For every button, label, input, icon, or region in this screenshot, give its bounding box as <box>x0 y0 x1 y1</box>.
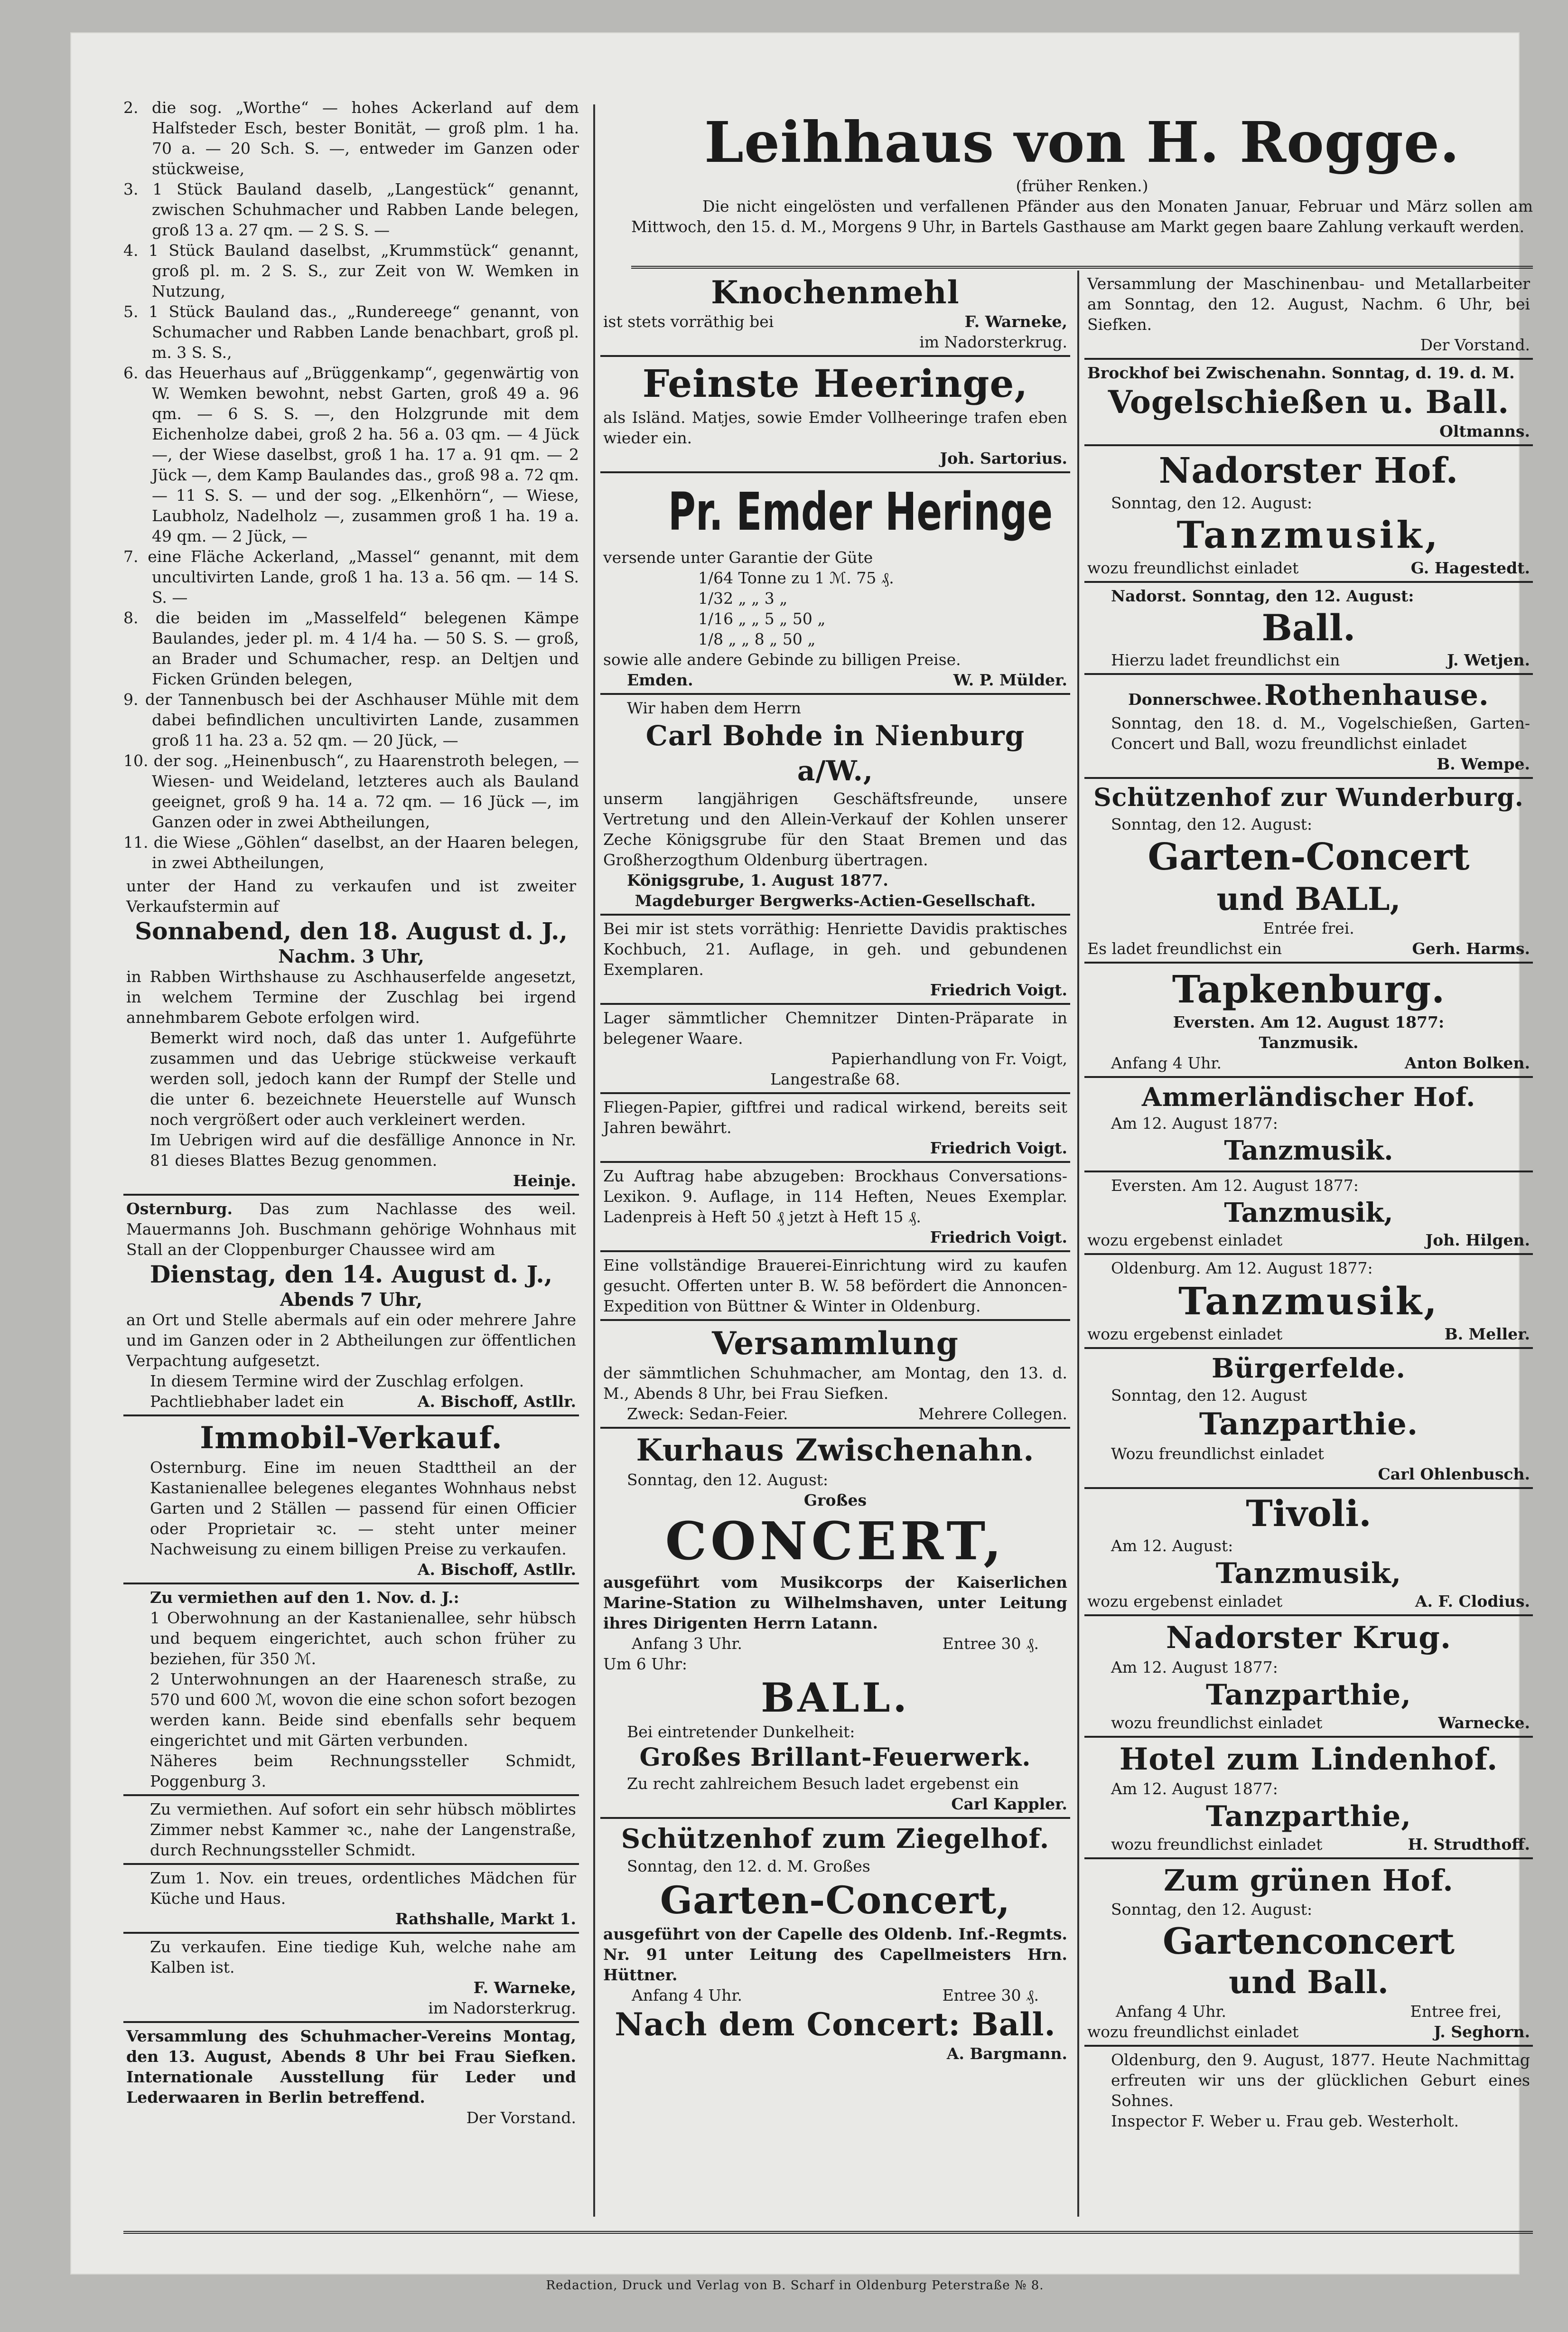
oldenburg-signature: B. Meller. <box>1444 1325 1530 1343</box>
maid-signature: Rathshalle, Markt 1. <box>395 1910 576 1928</box>
eversten-invite: wozu ergebenst einladet <box>1087 1231 1283 1249</box>
wunderburg-invite: Es ladet freundlichst ein <box>1087 939 1282 958</box>
emder-title: Pr. Emder Heringe <box>668 481 1053 542</box>
bottom-rule <box>123 2231 1533 2234</box>
rent-heading: Zu vermiethen auf den 1. Nov. d. J.: <box>150 1588 459 1607</box>
nadorster-hof-signature: G. Hagestedt. <box>1410 559 1530 577</box>
wunderburg-title: Schützenhof zur Wunderburg. <box>1093 783 1524 812</box>
tapkenburg-tanz: Tanzmusik. <box>1259 1033 1359 1052</box>
kurhaus-um: Um 6 Uhr: <box>603 1655 688 1673</box>
kurhaus-ball: BALL. <box>761 1674 910 1721</box>
nadorster-hof-date: Sonntag, den 12. August: <box>1111 494 1313 512</box>
kurhaus-title: Kurhaus Zwischenahn. <box>636 1433 1035 1468</box>
gruener-hof-signature: J. Seghorn. <box>1434 2023 1530 2041</box>
rent-item-1: 1 Oberwohnung an der Kastanienallee, sehr hübsch und bequem eingerichtet, auch schon früher zu beziehen, für 350 ℳ. <box>150 1609 576 1668</box>
column-rule-left <box>593 104 595 2217</box>
ammerland-date: Am 12. August 1877: <box>1111 1114 1278 1133</box>
land-item-3: 3. 1 Stück Bauland daselb, „Langestück“ genannt, zwischen Schuhmacher und Rabben Lande belegen, groß 13 a. 27 qm. — 2 S. S. — <box>123 180 579 239</box>
kurhaus-invite: Zu recht zahlreichem Besuch ladet ergebenst ein <box>627 1774 1019 1793</box>
verein-text: Versammlung des Schuhmacher-Vereins Montag, den 13. August, Abends 8 Uhr bei Frau Siefken. Internationale Ausstellung für Leder und Lederwaaren in Berlin betreffend. <box>126 2027 576 2107</box>
leihhaus-text: Die nicht eingelösten und verfallenen Pfänder aus den Monaten Januar, Februar und März sollen am Mittwoch, den 15. d. M., Morgens 9 Uhr, in Bartels Gasthause am Markt gegen baare Zahlung verkauft werden. <box>631 197 1533 236</box>
knochenmehl-signature-name: F. Warneke, <box>964 312 1067 331</box>
osternburg-sig-text: Pachtliebhaber ladet ein <box>150 1392 344 1411</box>
lindenhof-invite: wozu freundlichst einladet <box>1111 1835 1323 1854</box>
cow-signature-place: im Nadorsterkrug. <box>428 1999 576 2017</box>
land-item-9: 9. der Tannenbusch bei der Aschhauser Mühle mit dem dabei befindlichen uncultivirten Lande, zusammen groß 11 ha. 23 a. 52 qm. — 20 Jück, — <box>123 690 579 749</box>
nadorst-invite: Hierzu ladet freundlichst ein <box>1111 651 1340 669</box>
tivoli-signature: A. F. Clodius. <box>1415 1592 1530 1611</box>
nadorster-hof-title: Nadorster Hof. <box>1158 450 1459 491</box>
rothenhause-signature: B. Wempe. <box>1437 755 1530 773</box>
brockhof-title: Vogelschießen u. Ball. <box>1108 384 1510 421</box>
buergerfelde-invite: Wozu freundlichst einladet <box>1111 1444 1324 1463</box>
rent-item-3: Näheres beim Rechnungssteller Schmidt, Poggenburg 3. <box>150 1751 576 1790</box>
tivoli-invite: wozu ergebenst einladet <box>1087 1592 1283 1611</box>
versammlung-title: Versammlung <box>712 1325 959 1362</box>
auction-signature: Heinje. <box>513 1171 576 1190</box>
osternburg-time: Abends 7 Uhr, <box>280 1289 422 1310</box>
lindenhof-date: Am 12. August 1877: <box>1111 1779 1278 1798</box>
column-middle <box>600 271 1070 2067</box>
land-item-2: 2. die sog. „Worthe“ — hohes Ackerland auf dem Halfsteder Esch, bester Bonität, — groß plm. 1 ha. 70 a. — 20 Sch. S. —, entweder im Ganzen oder stückweise, <box>123 98 579 178</box>
land-item-6: 6. das Heuerhaus auf „Brüggenkamp“, gegenwärtig von W. Wemken bewohnt, nebst Garten, groß 49 a. 96 qm. — 6 S. S. —, den Holzgrunde mit dem Eichenholze dabei, groß 2 ha. 56 a. 03 qm. — 4 Jück —, der Wiese daselbst, groß 1 ha. 17 a. 91 qm. — 2 Jück —, dem Kamp Baulandes das., groß 98 a. 72 qm. — 11 S. S. — und der sog. „Elkenhörn“, — Wiese, Laubholz, Nadelholz —, zusammen groß 1 ha. 19 a. 49 qm. — 2 Jück, — <box>123 364 579 545</box>
gruener-hof-start: Anfang 4 Uhr. <box>1116 2002 1227 2021</box>
gruener-hof-ball: und Ball. <box>1229 1964 1389 2001</box>
wunderburg-ball: und BALL, <box>1216 880 1401 918</box>
osternburg-date: Dienstag, den 14. August d. J., <box>149 1260 553 1288</box>
versammlung-text: der sämmtlichen Schuhmacher, am Montag, den 13. d. M., Abends 8 Uhr, bei Frau Siefken. <box>603 1364 1067 1403</box>
eversten-signature: Joh. Hilgen. <box>1425 1231 1530 1249</box>
kochbuch-signature: Friedrich Voigt. <box>930 981 1067 999</box>
kurhaus-dunkel: Bei eintretender Dunkelheit: <box>627 1723 855 1741</box>
immobil-text: Osternburg. Eine im neuen Stadttheil an der Kastanienallee belegenes elegantes Wohnhaus nebst Garten und 2 Ställen — passend für einen Officier oder Proprietair ꝛc. — steht unter meiner Nachweisung zu einem billigen Preise zu verkaufen. <box>150 1458 576 1558</box>
tivoli-tanz: Tanzmusik, <box>1215 1557 1402 1590</box>
wunderburg-signature: Gerh. Harms. <box>1412 939 1530 958</box>
auction-note: Bemerkt wird noch, daß das unter 1. Aufgeführte zusammen und das Uebrige stückweise verkauft werden soll, jedoch kann der Rumpf der Stelle und die unter 6. bezeichnete Heuerstelle auf Wunsch noch vergrößert oder auch verkleinert werden. <box>150 1029 576 1129</box>
oldenburg-tanz: Tanzmusik, <box>1178 1279 1439 1323</box>
cow-text: Zu verkaufen. Eine tiedige Kuh, welche nahe am Kalben ist. <box>150 1938 576 1976</box>
brauerei-text: Eine vollständige Brauerei-Einrichtung wird zu kaufen gesucht. Offerten unter B. W. 58 befördert die Annoncen-Expedition von Büttner & Winter in Oldenburg. <box>603 1256 1067 1315</box>
rent2-text: Zu vermiethen. Auf sofort ein sehr hübsch möblirtes Zimmer nebst Kammer ꝛc., nahe der Langenstraße, durch Rechnungssteller Schmidt. <box>150 1800 576 1859</box>
gruener-hof-entree: Entree frei, <box>1410 2002 1502 2021</box>
column-right <box>1084 271 1533 2134</box>
kohlen-intro: Wir haben dem Herrn <box>627 699 802 717</box>
emder-price-1: 1/64 Tonne zu 1 ℳ. 75 ₰. <box>698 569 894 587</box>
eversten-date: Eversten. Am 12. August 1877: <box>1111 1176 1359 1195</box>
ammerland-tanz: Tanzmusik. <box>1224 1135 1393 1166</box>
heeringe-signature: Joh. Sartorius. <box>940 449 1067 468</box>
brockhof-signature: Oltmanns. <box>1439 422 1530 440</box>
kochbuch-text: Bei mir ist stets vorräthig: Henriette Davidis praktisches Kochbuch, 21. Auflage, in geh. und gebundenen Exemplaren. <box>603 919 1067 979</box>
header-rule <box>631 266 1533 269</box>
kurhaus-concert: CONCERT, <box>665 1510 1006 1572</box>
kohlen-signature: Magdeburger Bergwerks-Actien-Gesellschaft. <box>635 891 1036 910</box>
land-item-4: 4. 1 Stück Bauland daselbst, „Krummstück“ genannt, groß pl. m. 2 S. S., zur Zeit von W. Wemken in Nutzung, <box>123 241 579 300</box>
wunderburg-entree: Entrée frei. <box>1263 919 1354 937</box>
tinte-address: Langestraße 68. <box>770 1070 900 1088</box>
ziegelhof-text: ausgeführt von der Capelle des Oldenb. Inf.-Regmts. Nr. 91 unter Leitung des Capellmeisters Hrn. Hüttner. <box>603 1925 1067 1984</box>
nadorster-krug-tanz: Tanzparthie, <box>1205 1678 1412 1712</box>
kurhaus-feuerwerk: Großes Brillant-Feuerwerk. <box>639 1743 1031 1772</box>
versammlung-zweck: Zweck: Sedan-Feier. <box>627 1405 788 1423</box>
column-left <box>123 97 579 2131</box>
nadorster-krug-title: Nadorster Krug. <box>1166 1620 1452 1656</box>
heeringe-text: als Isländ. Matjes, sowie Emder Vollheeringe trafen eben wieder ein. <box>603 408 1067 447</box>
auction-intro: unter der Hand zu verkaufen und ist zweiter Verkaufstermin auf <box>126 877 576 916</box>
birth-text: Oldenburg, den 9. August, 1877. Heute Nachmittag erfreuten wir uns der glücklichen Geburt eines Sohnes. <box>1111 2051 1530 2110</box>
lexikon-text: Zu Auftrag habe abzugeben: Brockhaus Conversations-Lexikon. 9. Auflage, in 114 Heften, Neues Exemplar. Ladenpreis à Heft 50 ₰ jetzt à Heft 15 ₰. <box>603 1167 1067 1226</box>
tapkenburg-signature: Anton Bolken. <box>1404 1054 1530 1072</box>
leihhaus-subtitle: (früher Renken.) <box>1016 177 1148 195</box>
auction-time: Nachm. 3 Uhr, <box>278 946 424 967</box>
kohlen-date: Königsgrube, 1. August 1877. <box>627 871 888 890</box>
maschinenbau-text: Versammlung der Maschinenbau- und Metallarbeiter am Sonntag, den 12. August, Nachm. 6 Uhr, bei Siefken. <box>1087 274 1530 334</box>
tapkenburg-start: Anfang 4 Uhr. <box>1111 1054 1222 1072</box>
ziegelhof-start: Anfang 4 Uhr. <box>632 1986 743 2004</box>
buergerfelde-signature: Carl Ohlenbusch. <box>1378 1465 1530 1483</box>
kurhaus-signature: Carl Kappler. <box>951 1795 1067 1813</box>
gruener-hof-title: Zum grünen Hof. <box>1164 1863 1454 1898</box>
kurhaus-text: ausgeführt vom Musikcorps der Kaiserlichen Marine-Station zu Wilhelmshaven, unter Leitung ihres Dirigenten Herrn Latann. <box>603 1573 1067 1632</box>
column-rule-right <box>1077 271 1079 2217</box>
tinte-signature: Papierhandlung von Fr. Voigt, <box>831 1049 1067 1068</box>
kurhaus-entree: Entree 30 ₰. <box>942 1634 1039 1653</box>
kohlen-text: unserm langjährigen Geschäftsfreunde, unsere Vertretung und den Allein-Verkauf der Kohlen unserer Zeche Königsgrube für den Staat Bremen und das Großherzogthum Oldenburg übertragen. <box>603 789 1067 869</box>
nadorster-hof-tanz: Tanzmusik, <box>1176 514 1441 557</box>
rothenhause-place: Donnerschwee. <box>1128 690 1262 709</box>
lindenhof-title: Hotel zum Lindenhof. <box>1119 1742 1498 1777</box>
tapkenburg-date: Eversten. Am 12. August 1877: <box>1173 1013 1445 1031</box>
tivoli-date: Am 12. August: <box>1111 1536 1233 1555</box>
auction-date: Sonnabend, den 18. August d. J., <box>135 917 568 945</box>
osternburg-signature: A. Bischoff, Astllr. <box>417 1392 576 1411</box>
birth-signature: Inspector F. Weber u. Frau geb. Westerholt. <box>1111 2112 1459 2130</box>
nadorster-krug-signature: Warnecke. <box>1438 1714 1530 1732</box>
gruener-hof-invite: wozu freundlichst einladet <box>1087 2023 1299 2041</box>
gruener-hof-concert: Gartenconcert <box>1163 1920 1455 1962</box>
auction-ref: Im Uebrigen wird auf die desfällige Annonce in Nr. 81 dieses Blattes Bezug genommen. <box>150 1131 576 1170</box>
osternburg-more: an Ort und Stelle abermals auf ein oder mehrere Jahre und im Ganzen oder in 2 Abtheilungen zur öffentlichen Verpachtung aufgesetzt. <box>126 1311 576 1370</box>
nadorster-hof-invite: wozu freundlichst einladet <box>1087 559 1299 577</box>
kurhaus-date: Sonntag, den 12. August: <box>627 1470 829 1489</box>
knochenmehl-text: ist stets vorräthig bei <box>603 312 774 331</box>
imprint-footer: Redaction, Druck und Verlag von B. Scharf in Oldenburg Peterstraße № 8. <box>546 2278 1044 2293</box>
auction-place: in Rabben Wirthshause zu Aschhauserfelde angesetzt, in welchem Termine der Zuschlag bei irgend annehmbarem Gebote erfolgen wird. <box>126 967 576 1027</box>
nadorst-date: Nadorst. Sonntag, den 12. August: <box>1111 587 1414 605</box>
leihhaus-title: Leihhaus von H. Rogge. <box>704 109 1460 175</box>
nadorster-krug-invite: wozu freundlichst einladet <box>1111 1714 1323 1732</box>
land-item-8: 8. die beiden im „Masselfeld“ belegenen Kämpe Baulandes, jeder pl. m. 4 1/4 ha. — 50 S. S. — groß, an Brader und Schumacher, resp. an Deltjen und Ficken Gründen belegen, <box>123 609 579 688</box>
fliegen-text: Fliegen-Papier, giftfrei und radical wirkend, bereits seit Jahren bewährt. <box>603 1098 1067 1137</box>
emder-place: Emden. <box>627 671 693 689</box>
buergerfelde-tanz: Tanzparthie. <box>1199 1406 1419 1442</box>
immobil-title: Immobil-Verkauf. <box>200 1420 503 1456</box>
land-item-7: 7. eine Fläche Ackerland, „Massel“ genannt, mit dem uncultivirten Lande, groß 1 ha. 13 a. 56 qm. — 14 S. S. — <box>123 547 579 607</box>
emder-intro: versende unter Garantie der Güte <box>603 548 873 567</box>
nadorster-krug-date: Am 12. August 1877: <box>1111 1658 1278 1676</box>
gruener-hof-date: Sonntag, den 12. August: <box>1111 1900 1313 1919</box>
brockhof-text: Brockhof bei Zwischenahn. Sonntag, d. 19. d. M. <box>1087 364 1515 382</box>
ziegelhof-signature: A. Bargmann. <box>946 2044 1067 2063</box>
nadorst-signature: J. Wetjen. <box>1447 651 1530 669</box>
rent-item-2: 2 Unterwohnungen an der Haarenesch straße, zu 570 und 600 ℳ, wovon die eine schon sofort bezogen werden kann. Beide sind ebenfalls sehr bequem eingerichtet und mit Gärten verbunden. <box>150 1670 576 1750</box>
fliegen-signature: Friedrich Voigt. <box>930 1139 1067 1157</box>
lindenhof-signature: H. Strudthoff. <box>1408 1835 1530 1854</box>
emder-price-4: 1/8 „ „ 8 „ 50 „ <box>698 630 816 648</box>
maid-text: Zum 1. Nov. ein treues, ordentliches Mädchen für Küche und Haus. <box>150 1869 576 1908</box>
ziegelhof-date: Sonntag, den 12. d. M. Großes <box>627 1857 870 1875</box>
verein-signature: Der Vorstand. <box>466 2108 576 2127</box>
lexikon-signature: Friedrich Voigt. <box>930 1228 1067 1246</box>
emder-more: sowie alle andere Gebinde zu billigen Preise. <box>603 650 961 669</box>
buergerfelde-date: Sonntag, den 12. August <box>1111 1386 1307 1405</box>
nadorst-ball: Ball. <box>1261 607 1356 649</box>
kohlen-title: Carl Bohde in Nienburg a/W., <box>645 720 1025 787</box>
maschinenbau-signature: Der Vorstand. <box>1420 336 1530 354</box>
ziegelhof-entree: Entree 30 ₰. <box>942 1986 1039 2004</box>
cow-signature-name: F. Warneke, <box>473 1978 576 1997</box>
emder-signature: W. P. Mülder. <box>953 671 1067 689</box>
ammerland-title: Ammerländischer Hof. <box>1141 1082 1476 1112</box>
land-item-10: 10. der sog. „Heinenbusch“, zu Haarenstroth belegen, — Wiesen- und Weideland, letzteres auch als Bauland geeignet, groß 9 ha. 14 a. 72 qm. — 16 Jück —, im Ganzen oder in zwei Abtheilungen, <box>123 751 579 831</box>
rothenhause-text: Sonntag, den 18. d. M., Vogelschießen, Garten-Concert und Ball, wozu freundlichst einladet <box>1111 714 1530 753</box>
kurhaus-grosses: Großes <box>803 1491 867 1509</box>
oldenburg-date: Oldenburg. Am 12. August 1877: <box>1111 1259 1373 1277</box>
tapkenburg-title: Tapkenburg. <box>1172 967 1446 1011</box>
land-item-5: 5. 1 Stück Bauland das., „Rundereege“ genannt, von Schumacher und Rabben Lande benachbart, groß pl. m. 3 S. S., <box>123 302 579 362</box>
lindenhof-tanz: Tanzparthie, <box>1205 1800 1412 1833</box>
osternburg-more2: In diesem Termine wird der Zuschlag erfolgen. <box>150 1372 524 1390</box>
ziegelhof-title: Schützenhof zum Ziegelhof. <box>621 1823 1050 1854</box>
emder-price-2: 1/32 „ „ 3 „ <box>698 589 788 608</box>
ziegelhof-concert: Garten-Concert, <box>660 1878 1011 1922</box>
ziegelhof-ball: Nach dem Concert: Ball. <box>615 2006 1056 2043</box>
tinte-text: Lager sämmtlicher Chemnitzer Dinten-Präparate in belegener Waare. <box>603 1009 1067 1048</box>
tivoli-title: Tivoli. <box>1246 1492 1372 1535</box>
land-item-11: 11. die Wiese „Göhlen“ daselbst, an der Haaren belegen, in zwei Abtheilungen, <box>123 833 579 872</box>
heeringe-title: Feinste Heeringe, <box>642 361 1028 406</box>
leihhaus-header <box>631 109 1533 237</box>
versammlung-signature: Mehrere Collegen. <box>918 1405 1067 1423</box>
eversten-tanz: Tanzmusik, <box>1224 1197 1393 1228</box>
osternburg-text: Das zum Nachlasse des weil. Mauermanns Joh. Buschmann gehörige Wohnhaus mit Stall an der Cloppenburger Chaussee wird am <box>126 1199 576 1259</box>
oldenburg-invite: wozu ergebenst einladet <box>1087 1325 1283 1343</box>
rothenhause-title: Rothenhause. <box>1264 679 1489 712</box>
wunderburg-date: Sonntag, den 12. August: <box>1111 815 1313 834</box>
knochenmehl-signature-place: im Nadorsterkrug. <box>919 333 1067 351</box>
buergerfelde-title: Bürgerfelde. <box>1211 1353 1406 1384</box>
knochenmehl-title: Knochenmehl <box>711 274 960 311</box>
immobil-signature: A. Bischoff, Astllr. <box>417 1560 576 1579</box>
osternburg-heading: Osternburg. <box>126 1199 233 1218</box>
emder-price-3: 1/16 „ „ 5 „ 50 „ <box>698 609 826 628</box>
kurhaus-start: Anfang 3 Uhr. <box>632 1634 743 1653</box>
wunderburg-concert: Garten-Concert <box>1148 835 1470 879</box>
